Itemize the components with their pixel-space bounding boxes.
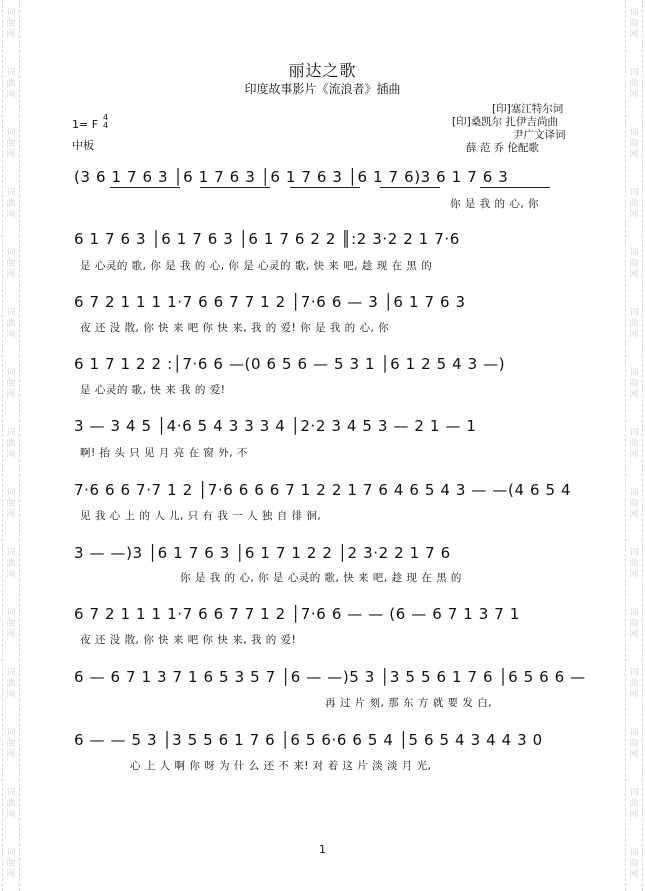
score-lyrics-line-10: 心 上 人 啊 你 呀 为 什 么 还 不 来! 对 着 这 片 淡 淡 月 光, [130,760,432,772]
score-notes-line-10: 6 — — 5 3 │3 5 5 6 1 7 6 │6 5 6·6 6 5 4 │5 6 5 4 3 4 4 3 0 [74,731,543,749]
watermark-text: 词 曲 网 [6,248,16,280]
watermark-text: 词 曲 网 [629,248,639,280]
beam-line [480,187,550,188]
watermark-text: 词 曲 网 [6,308,16,340]
score-lyrics-line-6: 见 我 心 上 的 人 儿, 只 有 我 一 人 独 自 徘 徊, [80,510,322,522]
watermark-text: 词 曲 网 [6,368,16,400]
score-notes-line-1: (3 6 1 7 6 3 │6 1 7 6 3 │6 1 7 6 3 │6 1 7 6)3 6 1 7 6 3 [74,168,509,186]
watermark-text: 词 曲 网 [629,428,639,460]
watermark-text: 词 曲 网 [629,668,639,700]
score-notes-line-7: 3 — —)3 │6 1 7 6 3 │6 1 7 1 2 2 │2 3·2 2 1 7 6 [74,544,451,562]
watermark-text: 词 曲 网 [6,548,16,580]
watermark-text: 词 曲 网 [6,668,16,700]
page-number: 1 [319,843,326,856]
credit-lyricist: [印]塞江特尔词 [492,103,564,115]
beam-line [200,187,270,188]
meter-top: 4 [103,113,109,122]
beam-line [290,187,360,188]
credit-translator: 尹广文译词 [513,129,566,141]
credit-arranger: 薛 范 乔 伦配歌 [466,142,540,154]
credit-composer: [印]桑凯尔 扎伊吉尚曲 [452,116,559,128]
watermark-text: 词 曲 网 [629,68,639,100]
watermark-text: 词 曲 网 [629,8,639,40]
tempo-marking: 中板 [72,139,94,152]
time-signature [103,114,108,130]
score-lyrics-line-2: 是 心灵的 歌, 你 是 我 的 心, 你 是 心灵的 歌, 快 来 吧, 趁 现 在 黑 的 [80,260,433,272]
song-title: 丽达之歌 [288,61,357,80]
left-watermark [3,0,19,891]
score-lyrics-line-4: 是 心灵的 歌, 快 来 我 的 爱! [80,384,226,396]
score-lyrics-line-9: 再 过 片 刻, 那 东 方 就 要 发 白, [325,697,493,709]
score-lyrics-line-7: 你 是 我 的 心, 你 是 心灵的 歌, 快 来 吧, 趁 现 在 黑 的 [180,572,462,584]
score-lyrics-line-1: 你 是 我 的 心, 你 [450,198,540,210]
right-watermark [626,0,642,891]
score-notes-line-6: 7·6 6 6 7·7 1 2 │7·6 6 6 6 7 1 2 2 1 7 6 4 6 5 4 3 — —(4 6 5 4 [74,481,572,499]
watermark-text: 词 曲 网 [629,128,639,160]
song-subtitle: 印度故事影片《流浪者》插曲 [244,82,401,96]
watermark-text: 词 曲 网 [629,848,639,880]
watermark-text: 词 曲 网 [629,488,639,520]
watermark-text: 词 曲 网 [6,188,16,220]
watermark-text: 词 曲 网 [6,728,16,760]
score-lyrics-line-3: 夜 还 没 散, 你 快 来 吧 你 快 来, 我 的 爱! 你 是 我 的 心, 你 [80,322,390,334]
score-notes-line-5: 3 — 3 4 5 │4·6 5 4 3 3 3 4 │2·2 3 4 5 3 — 2 1 — 1 [74,417,477,435]
watermark-text: 词 曲 网 [6,608,16,640]
watermark-text: 词 曲 网 [629,308,639,340]
beam-line [110,187,180,188]
score-lyrics-line-5: 啊! 抬 头 只 见 月 亮 在 窗 外, 不 [80,447,248,459]
watermark-text: 词 曲 网 [6,8,16,40]
watermark-text: 词 曲 网 [629,368,639,400]
score-notes-line-8: 6 7 2 1 1 1 1·7 6 6 7 7 1 2 │7·6 6 — — (6 — 6 7 1 3 7 1 [74,605,520,623]
watermark-text: 词 曲 网 [629,608,639,640]
score-lyrics-line-8: 夜 还 没 散, 你 快 来 吧 你 快 来, 我 的 爱! [80,634,297,646]
watermark-text: 词 曲 网 [6,128,16,160]
watermark-text: 词 曲 网 [6,68,16,100]
watermark-text: 词 曲 网 [629,728,639,760]
key-signature: 1= F [72,118,99,131]
beam-line [380,187,440,188]
watermark-text: 词 曲 网 [629,188,639,220]
score-notes-line-3: 6 7 2 1 1 1 1·7 6 6 7 7 1 2 │7·6 6 — 3 │6 1 7 6 3 [74,293,466,311]
watermark-text: 词 曲 网 [6,428,16,460]
watermark-text: 词 曲 网 [629,788,639,820]
watermark-text: 词 曲 网 [6,848,16,880]
watermark-text: 词 曲 网 [6,788,16,820]
watermark-text: 词 曲 网 [6,488,16,520]
score-notes-line-9: 6 — 6 7 1 3 7 1 6 5 3 5 7 │6 — —)5 3 │3 5 5 6 1 7 6 │6 5 6 6 — [74,668,586,686]
meter-bottom: 4 [103,121,109,130]
score-notes-line-2: 6 1 7 6 3 │6 1 7 6 3 │6 1 7 6 2 2 ║:2 3·2 2 1 7·6 [74,230,460,248]
score-notes-line-4: 6 1 7 1 2 2 :│7·6 6 —(0 6 5 6 — 5 3 1 │6 1 2 5 4 3 —) [74,355,506,373]
watermark-text: 词 曲 网 [629,548,639,580]
